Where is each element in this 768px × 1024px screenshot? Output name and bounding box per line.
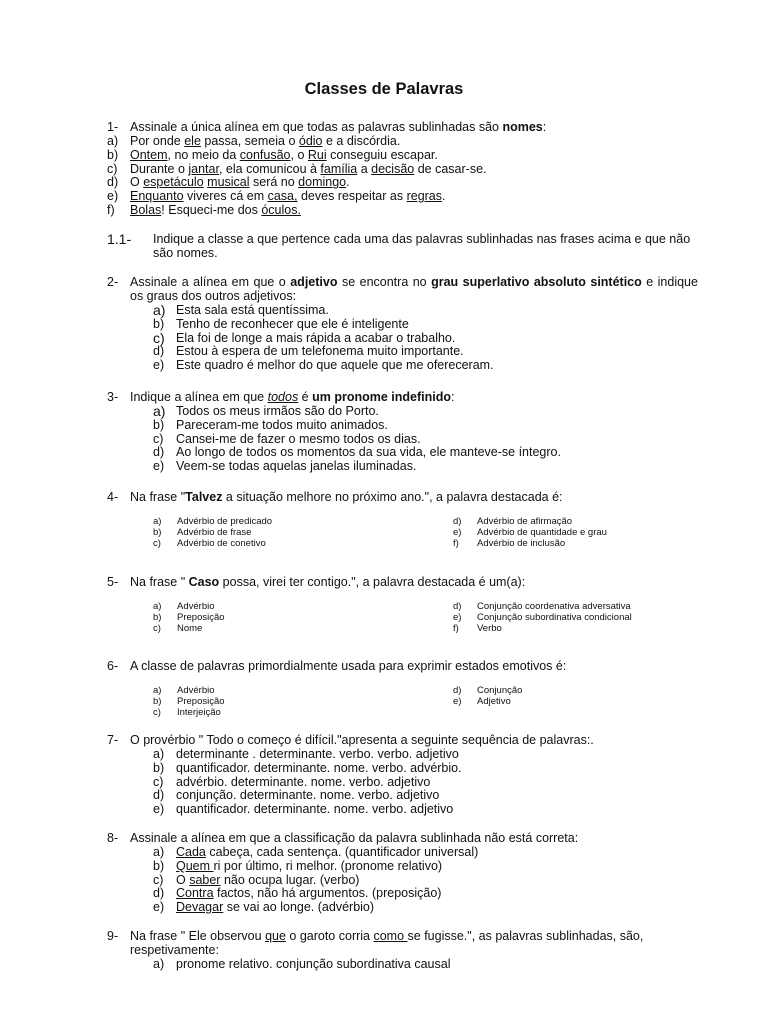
text-run: Por onde bbox=[130, 134, 185, 148]
question-6 bbox=[107, 659, 698, 718]
underlined-word: Enquanto bbox=[130, 189, 184, 204]
underlined-word: Cada bbox=[176, 845, 206, 859]
text-run: , no meio da bbox=[167, 147, 240, 162]
option-letter: c) bbox=[153, 774, 164, 789]
option-item bbox=[153, 696, 453, 707]
underlined-word: regras bbox=[406, 189, 443, 204]
text-run: não ocupa lugar. (verbo) bbox=[220, 872, 360, 887]
question-text bbox=[130, 490, 698, 504]
text-run: O bbox=[130, 175, 144, 190]
question-1-1 bbox=[107, 232, 698, 260]
option-text: Estou à espera de um telefonema muito importante. bbox=[176, 344, 464, 359]
option-text: Advérbio bbox=[177, 685, 215, 696]
option-text: quantificador. determinante. nome. verbo. adjetivo bbox=[176, 802, 454, 817]
text-run: possa, virei ter contigo.", a palavra destacada é um(a): bbox=[219, 575, 526, 589]
question-text: Indique a classe a que pertence cada uma das palavras sublinhadas nas frases acima e que não são nomes. bbox=[153, 232, 691, 260]
text-run: a situação melhore no próximo ano.", a palavra destacada é: bbox=[222, 490, 563, 504]
option-letter: c) bbox=[107, 161, 118, 176]
question-7 bbox=[107, 733, 698, 816]
option-letter: e) bbox=[153, 900, 165, 915]
text-run: Na frase " Ele observou bbox=[130, 929, 266, 943]
question-number: 9- bbox=[107, 929, 119, 943]
underlined-word: espetáculo bbox=[143, 175, 204, 190]
option-letter: c) bbox=[153, 707, 161, 718]
option-item bbox=[153, 685, 453, 696]
option-letter: f) bbox=[107, 202, 115, 217]
option-text: Advérbio de frase bbox=[177, 527, 252, 538]
option-item bbox=[153, 538, 453, 549]
option-letter: d) bbox=[453, 685, 462, 696]
question-3 bbox=[107, 390, 698, 473]
option-text: Advérbio de afirmação bbox=[477, 516, 573, 527]
question-number: 6- bbox=[107, 659, 119, 673]
underlined-word: Ontem bbox=[130, 147, 168, 162]
question-text: A classe de palavras primordialmente usada para exprimir estados emotivos é: bbox=[130, 659, 567, 673]
option-text: Conjunção coordenativa adversativa bbox=[477, 601, 631, 612]
option-letter: a) bbox=[153, 516, 162, 527]
underlined-word: Devagar bbox=[176, 900, 224, 915]
underlined-word: Contra bbox=[176, 886, 214, 901]
question-1 bbox=[107, 120, 698, 217]
option-text: Advérbio de quantidade e grau bbox=[477, 527, 607, 538]
option-letter: d) bbox=[153, 886, 165, 901]
option-letter bbox=[453, 707, 477, 718]
option-letter: e) bbox=[453, 612, 462, 623]
option-letter: c) bbox=[153, 329, 165, 346]
option-text: Conjunção bbox=[477, 685, 523, 696]
option-item bbox=[107, 459, 698, 473]
question-number: 1- bbox=[107, 120, 119, 134]
option-text bbox=[130, 189, 446, 203]
text-run: passa, semeia o bbox=[200, 134, 299, 148]
option-letter: d) bbox=[453, 516, 462, 527]
text-run: O bbox=[176, 872, 190, 887]
bold-keyword: Talvez bbox=[185, 490, 223, 504]
option-letter: e) bbox=[107, 189, 119, 204]
option-letter: a) bbox=[153, 403, 166, 419]
text-run: ! Esqueci-me dos bbox=[161, 202, 262, 217]
option-item bbox=[453, 707, 753, 718]
underlined-word: todos bbox=[267, 390, 299, 404]
question-text bbox=[130, 120, 698, 134]
underlined-word: ódio bbox=[298, 134, 323, 148]
option-item bbox=[153, 601, 453, 612]
text-run: será no bbox=[249, 175, 299, 190]
text-run: é bbox=[298, 390, 313, 404]
option-text bbox=[176, 900, 374, 914]
option-text: Preposição bbox=[177, 696, 225, 707]
underlined-word: casa, bbox=[267, 189, 298, 204]
text-run: a bbox=[357, 161, 372, 176]
option-letter: a) bbox=[153, 601, 162, 612]
text-run: viveres cá em bbox=[183, 189, 268, 204]
underlined-word: ele bbox=[184, 134, 201, 148]
option-list bbox=[107, 747, 698, 816]
option-item bbox=[107, 775, 698, 789]
option-item bbox=[107, 175, 698, 189]
text-run: se encontra no bbox=[337, 275, 432, 289]
option-text: Advérbio de inclusão bbox=[477, 538, 566, 549]
option-letter: e) bbox=[153, 459, 165, 474]
text-run: de casar-se. bbox=[414, 161, 487, 176]
option-letter: b) bbox=[153, 612, 162, 623]
question-number: 5- bbox=[107, 575, 119, 589]
option-letter: b) bbox=[153, 760, 165, 775]
question-4 bbox=[107, 490, 698, 549]
underlined-word: Rui bbox=[307, 147, 327, 162]
option-item bbox=[153, 623, 453, 634]
option-item bbox=[453, 685, 753, 696]
option-item bbox=[107, 317, 698, 331]
option-text bbox=[176, 859, 442, 873]
option-letter: b) bbox=[107, 147, 119, 162]
option-list bbox=[107, 845, 698, 914]
option-text bbox=[130, 175, 350, 189]
option-text: Nome bbox=[177, 623, 203, 634]
option-item bbox=[453, 516, 753, 527]
option-grid bbox=[107, 516, 698, 549]
bold-keyword: adjetivo bbox=[290, 275, 338, 289]
option-item bbox=[153, 707, 453, 718]
question-number: 3- bbox=[107, 390, 119, 404]
text-run: : bbox=[451, 390, 455, 404]
text-run: conseguiu escapar. bbox=[326, 147, 438, 162]
option-grid bbox=[107, 685, 698, 718]
option-text bbox=[176, 886, 441, 900]
question-5 bbox=[107, 575, 698, 634]
option-letter: e) bbox=[153, 358, 165, 373]
question-text: Assinale a alínea em que a classificação da palavra sublinhada não está correta: bbox=[130, 831, 579, 845]
option-letter: d) bbox=[153, 344, 165, 359]
text-run: se fugisse.", as palavras sublinhadas, são, respetivamente: bbox=[130, 929, 644, 957]
option-item bbox=[107, 747, 698, 761]
underlined-word: Quem bbox=[176, 858, 214, 873]
text-run: Assinale a alínea em que o bbox=[130, 275, 291, 289]
question-8 bbox=[107, 831, 698, 914]
text-run: e a discórdia. bbox=[322, 134, 401, 148]
underlined-word: decisão bbox=[371, 161, 415, 176]
option-letter: c) bbox=[153, 872, 164, 887]
option-text: Advérbio de predicado bbox=[177, 516, 273, 527]
option-item bbox=[107, 432, 698, 446]
option-text: Cansei-me de fazer o mesmo todos os dias. bbox=[176, 431, 421, 446]
text-run: ri por último, ri melhor. (pronome relativo) bbox=[213, 858, 443, 873]
underlined-word: que bbox=[265, 929, 286, 943]
option-letter: c) bbox=[153, 431, 164, 446]
question-text: O provérbio " Todo o começo é difícil."apresenta a seguinte sequência de palavras:. bbox=[130, 733, 594, 747]
option-text: Ao longo de todos os momentos da sua vida, ele manteve-se íntegro. bbox=[176, 445, 561, 460]
question-text-part: : bbox=[542, 120, 547, 134]
text-run: , ela comunicou à bbox=[218, 161, 321, 176]
option-letter: e) bbox=[453, 527, 462, 538]
option-text: advérbio. determinante. nome. verbo. adjetivo bbox=[176, 774, 431, 789]
option-item bbox=[107, 788, 698, 802]
option-text: Este quadro é melhor do que aquele que me ofereceram. bbox=[176, 358, 494, 373]
option-item bbox=[107, 331, 698, 345]
option-text: Pareceram-me todos muito animados. bbox=[176, 417, 388, 432]
option-letter: b) bbox=[153, 527, 162, 538]
underlined-word: domingo bbox=[298, 175, 347, 190]
option-item bbox=[453, 696, 753, 707]
option-item bbox=[107, 162, 698, 176]
option-text bbox=[176, 845, 478, 859]
question-text bbox=[130, 275, 698, 303]
option-text: Veem-se todas aquelas janelas iluminadas. bbox=[176, 459, 417, 474]
question-number: 8- bbox=[107, 831, 119, 845]
option-letter: a) bbox=[153, 302, 166, 318]
option-text: Ela foi de longe a mais rápida a acabar o trabalho. bbox=[176, 330, 456, 345]
text-run: factos, não há argumentos. (preposição) bbox=[213, 886, 442, 901]
option-item bbox=[107, 404, 698, 418]
question-9 bbox=[107, 929, 698, 971]
question-text bbox=[130, 929, 698, 957]
underlined-word: jantar bbox=[188, 161, 219, 176]
option-item bbox=[107, 802, 698, 816]
option-item bbox=[453, 538, 753, 549]
option-letter: a) bbox=[153, 747, 165, 761]
option-text: Esta sala está quentíssima. bbox=[176, 303, 329, 317]
option-letter: e) bbox=[153, 802, 165, 817]
option-item bbox=[107, 445, 698, 459]
option-text: pronome relativo. conjunção subordinativa causal bbox=[176, 957, 451, 971]
option-item bbox=[107, 303, 698, 317]
text-run: Na frase " bbox=[130, 575, 189, 589]
option-letter: d) bbox=[453, 601, 462, 612]
page-title: Classes de Palavras bbox=[304, 80, 464, 98]
option-text: quantificador. determinante. nome. verbo. advérbio. bbox=[176, 760, 462, 775]
option-grid bbox=[107, 601, 698, 634]
option-item bbox=[107, 900, 698, 914]
question-number: 7- bbox=[107, 733, 119, 747]
option-letter: b) bbox=[153, 316, 165, 331]
question-2 bbox=[107, 275, 698, 372]
option-text bbox=[130, 148, 438, 162]
option-item bbox=[107, 873, 698, 887]
text-run: deves respeitar as bbox=[297, 189, 407, 204]
underlined-word: família bbox=[320, 161, 358, 176]
option-item bbox=[107, 418, 698, 432]
underlined-word: como bbox=[373, 929, 408, 943]
text-run: . bbox=[442, 189, 446, 204]
option-text: Todos os meus irmãos são do Porto. bbox=[176, 404, 379, 418]
option-item bbox=[153, 527, 453, 538]
option-text: Interjeição bbox=[177, 707, 221, 718]
text-run: . bbox=[346, 175, 350, 190]
option-letter: a) bbox=[107, 134, 119, 148]
option-text: Tenho de reconhecer que ele é inteligente bbox=[176, 316, 409, 331]
option-letter: a) bbox=[153, 845, 165, 859]
question-keyword: nomes bbox=[502, 120, 543, 134]
question-text bbox=[130, 390, 698, 404]
question-number: 4- bbox=[107, 490, 119, 504]
option-text: Preposição bbox=[177, 612, 225, 623]
option-item bbox=[153, 516, 453, 527]
option-letter: d) bbox=[153, 788, 165, 803]
option-letter: f) bbox=[453, 623, 459, 634]
option-list bbox=[107, 404, 698, 473]
option-text: Advérbio bbox=[177, 601, 215, 612]
text-run: Na frase " bbox=[130, 490, 186, 504]
option-item bbox=[107, 148, 698, 162]
option-letter: a) bbox=[153, 957, 165, 971]
bold-keyword: grau superlativo absoluto sintético bbox=[431, 275, 642, 289]
option-text: conjunção. determinante. nome. verbo. adjetivo bbox=[176, 788, 440, 803]
text-run: o garoto corria bbox=[285, 929, 374, 943]
text-run: e indique os graus dos outros adjetivos: bbox=[130, 275, 698, 303]
option-item bbox=[107, 957, 698, 971]
text-run: se vai ao longe. (advérbio) bbox=[223, 900, 375, 915]
option-letter: d) bbox=[107, 175, 119, 190]
option-list bbox=[107, 134, 698, 217]
option-letter: a) bbox=[153, 685, 162, 696]
underlined-word: Bolas bbox=[130, 202, 162, 217]
option-text: determinante . determinante. verbo. verbo. adjetivo bbox=[176, 747, 459, 761]
option-list bbox=[107, 303, 698, 372]
option-list bbox=[107, 957, 698, 971]
option-item bbox=[107, 344, 698, 358]
underlined-word: musical bbox=[207, 175, 250, 190]
option-text bbox=[130, 203, 301, 217]
underlined-word: óculos. bbox=[261, 202, 301, 217]
option-letter: b) bbox=[153, 696, 162, 707]
option-text: Verbo bbox=[477, 623, 502, 634]
text-run: cabeça, cada sentença. (quantificador universal) bbox=[205, 845, 479, 859]
text-run: Indique a alínea em que bbox=[130, 390, 268, 404]
option-letter: c) bbox=[153, 623, 161, 634]
option-letter: e) bbox=[453, 696, 462, 707]
option-item bbox=[107, 203, 698, 217]
option-item bbox=[107, 761, 698, 775]
option-item bbox=[453, 601, 753, 612]
option-letter: b) bbox=[153, 858, 165, 873]
question-number: 2- bbox=[107, 275, 119, 289]
option-text: Conjunção subordinativa condicional bbox=[477, 612, 632, 623]
option-text bbox=[130, 162, 487, 176]
bold-keyword: um pronome indefinido bbox=[312, 390, 451, 404]
bold-keyword: Caso bbox=[188, 575, 220, 589]
option-item bbox=[107, 886, 698, 900]
option-item bbox=[107, 189, 698, 203]
option-text: Adjetivo bbox=[477, 696, 511, 707]
option-item bbox=[107, 859, 698, 873]
text-run: Durante o bbox=[130, 161, 189, 176]
question-text-part: Assinale a única alínea em que todas as palavras sublinhadas são bbox=[130, 120, 503, 134]
option-letter: c) bbox=[153, 538, 161, 549]
underlined-word: confusão bbox=[239, 147, 291, 162]
option-text bbox=[130, 134, 400, 148]
option-item bbox=[107, 134, 698, 148]
option-item bbox=[453, 612, 753, 623]
option-item bbox=[153, 612, 453, 623]
underlined-word: saber bbox=[189, 872, 221, 887]
option-text: Advérbio de conetivo bbox=[177, 538, 266, 549]
text-run: , o bbox=[290, 147, 308, 162]
option-item bbox=[107, 358, 698, 372]
option-letter: f) bbox=[453, 538, 459, 549]
option-letter: b) bbox=[153, 417, 165, 432]
option-text bbox=[176, 873, 359, 887]
option-item bbox=[107, 845, 698, 859]
option-item bbox=[453, 623, 753, 634]
question-number: 1.1- bbox=[107, 231, 132, 247]
option-item bbox=[453, 527, 753, 538]
option-letter: d) bbox=[153, 445, 165, 460]
question-text bbox=[130, 575, 698, 589]
